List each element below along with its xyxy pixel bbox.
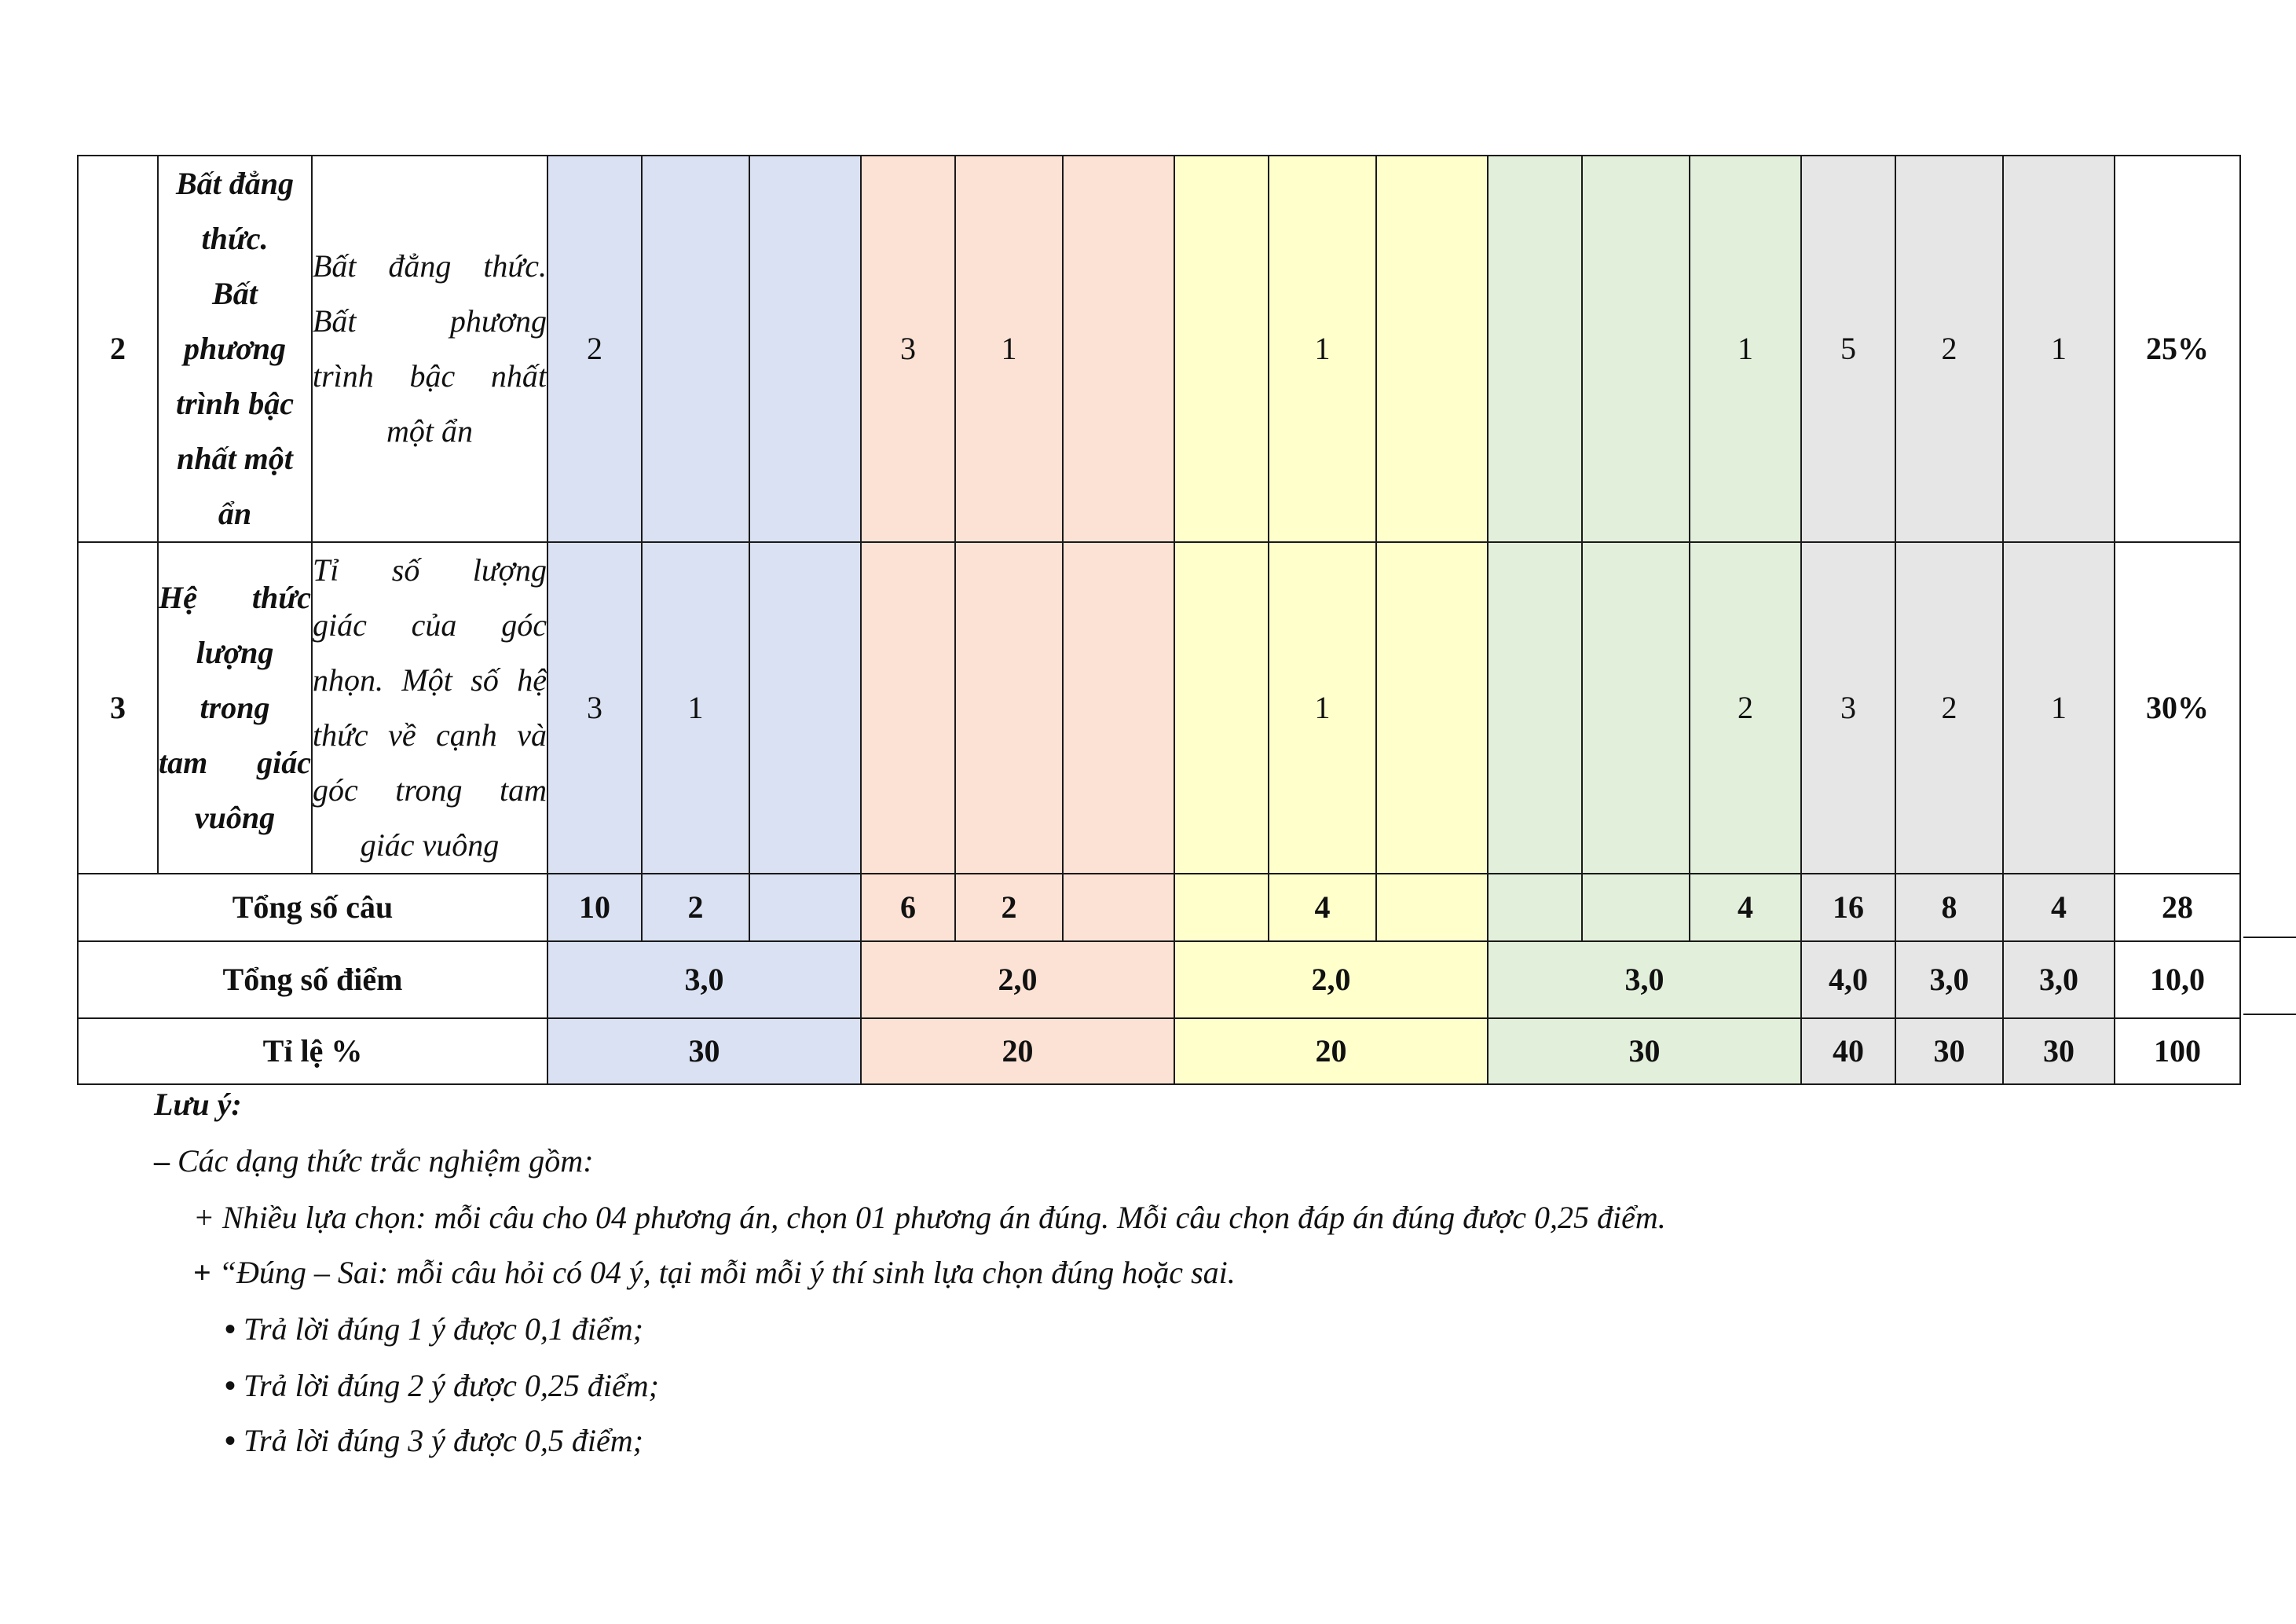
row-number: 2 xyxy=(78,156,158,542)
count-cell: 5 xyxy=(1801,156,1895,542)
total-questions-label: Tổng số câu xyxy=(78,874,547,941)
count-cell xyxy=(749,542,861,874)
row-number: 3 xyxy=(78,542,158,874)
total-count-cell: 2 xyxy=(642,874,749,941)
bullet-icon: • xyxy=(225,1311,236,1347)
ratio-group-cell: 30 xyxy=(547,1018,861,1084)
points-summary-cell: 3,0 xyxy=(2003,941,2115,1018)
content-line: góc trong tam xyxy=(313,772,547,808)
table-row xyxy=(78,156,2240,542)
total-count-cell xyxy=(1376,874,1488,941)
bullet-icon: • xyxy=(225,1368,236,1403)
count-cell xyxy=(1582,542,1690,874)
topic-line: trong xyxy=(200,690,270,725)
total-count-cell: 2 xyxy=(955,874,1063,941)
count-cell: 3 xyxy=(861,156,955,542)
count-cell xyxy=(642,156,749,542)
content-cell xyxy=(312,156,547,542)
content-line: Tỉ số lượng xyxy=(313,552,547,588)
total-count-cell: 4 xyxy=(1269,874,1376,941)
count-cell xyxy=(861,542,955,874)
ratio-group-cell: 20 xyxy=(1174,1018,1488,1084)
dash-glyph: – xyxy=(154,1143,170,1179)
total-questions-sum: 28 xyxy=(2115,874,2240,941)
plus-glyph: + xyxy=(193,1255,211,1290)
content-cell xyxy=(312,542,547,874)
bullet-icon: • xyxy=(225,1423,236,1458)
count-cell xyxy=(1174,156,1269,542)
count-cell xyxy=(749,156,861,542)
count-cell: 1 xyxy=(1269,542,1376,874)
count-cell: 1 xyxy=(2003,156,2115,542)
topic-line: vuông xyxy=(194,800,276,835)
total-count-cell: 16 xyxy=(1801,874,1895,941)
table-stub-line xyxy=(2243,937,2296,938)
count-cell xyxy=(1582,156,1690,542)
total-points-sum: 10,0 xyxy=(2115,941,2240,1018)
ratio-row xyxy=(78,1018,2240,1084)
topic-cell xyxy=(158,542,312,874)
ratio-group-cell: 30 xyxy=(1488,1018,1801,1084)
total-count-cell: 8 xyxy=(1895,874,2003,941)
count-cell: 1 xyxy=(1269,156,1376,542)
points-group-cell: 2,0 xyxy=(861,941,1174,1018)
total-count-cell xyxy=(1582,874,1690,941)
topic-cell xyxy=(158,156,312,542)
notes-text: Trả lời đúng 2 ý được 0,25 điểm; xyxy=(236,1368,659,1403)
notes-line xyxy=(193,1245,1236,1301)
notes-bullet-item xyxy=(225,1413,643,1469)
count-cell: 1 xyxy=(642,542,749,874)
count-cell: 1 xyxy=(2003,542,2115,874)
points-group-cell: 2,0 xyxy=(1174,941,1488,1018)
ratio-group-cell: 20 xyxy=(861,1018,1174,1084)
total-count-cell: 4 xyxy=(1690,874,1801,941)
content-line: giác vuông xyxy=(360,827,500,863)
notes-text: “Đúng – Sai: mỗi câu hỏi có 04 ý, tại mỗi mỗi ý thí sinh lựa chọn đúng hoặc sai. xyxy=(211,1255,1236,1290)
percent-cell: 25% xyxy=(2115,156,2240,542)
count-cell xyxy=(955,542,1063,874)
content-line: Bất phương xyxy=(313,303,547,339)
ratio-label: Tỉ lệ % xyxy=(78,1018,547,1084)
content-line: nhọn. Một số hệ xyxy=(313,662,547,698)
count-cell: 2 xyxy=(1895,542,2003,874)
topic-line: trình bậc xyxy=(175,386,295,421)
notes-text: Trả lời đúng 1 ý được 0,1 điểm; xyxy=(236,1311,643,1347)
total-count-cell xyxy=(1488,874,1582,941)
notes-line: + Nhiều lựa chọn: mỗi câu cho 04 phương án, chọn 01 phương án đúng. Mỗi câu chọn đáp án đúng được 0,25 điểm. xyxy=(193,1200,1666,1235)
total-count-cell xyxy=(749,874,861,941)
topic-line: Bất xyxy=(212,276,258,311)
notes-line xyxy=(154,1133,594,1190)
points-summary-cell: 3,0 xyxy=(1895,941,2003,1018)
assessment-matrix-table xyxy=(77,155,2241,1085)
notes-text: Trả lời đúng 3 ý được 0,5 điểm; xyxy=(236,1423,643,1458)
count-cell xyxy=(1063,156,1174,542)
content-line: giác của góc xyxy=(313,607,547,643)
count-cell: 1 xyxy=(955,156,1063,542)
points-group-cell: 3,0 xyxy=(547,941,861,1018)
count-cell: 1 xyxy=(1690,156,1801,542)
total-count-cell xyxy=(1063,874,1174,941)
count-cell xyxy=(1376,156,1488,542)
ratio-summary-cell: 30 xyxy=(2003,1018,2115,1084)
count-cell: 2 xyxy=(1895,156,2003,542)
topic-line: ẩn xyxy=(218,496,252,531)
topic-line: thức. xyxy=(201,221,269,256)
count-cell: 3 xyxy=(547,542,642,874)
total-count-cell: 10 xyxy=(547,874,642,941)
count-cell: 2 xyxy=(547,156,642,542)
topic-line: lượng xyxy=(196,635,274,670)
topic-line: phương xyxy=(184,331,286,366)
content-line: trình bậc nhất xyxy=(313,358,547,394)
points-group-cell: 3,0 xyxy=(1488,941,1801,1018)
count-cell xyxy=(1488,156,1582,542)
total-count-cell xyxy=(1174,874,1269,941)
content-line: một ẩn xyxy=(386,413,473,449)
topic-line: tam giác xyxy=(159,745,311,780)
ratio-summary-cell: 30 xyxy=(1895,1018,2003,1084)
total-points-label: Tổng số điểm xyxy=(78,941,547,1018)
count-cell: 3 xyxy=(1801,542,1895,874)
topic-line: Hệ thức xyxy=(159,580,311,615)
table-row xyxy=(78,542,2240,874)
total-questions-row xyxy=(78,874,2240,941)
content-line: thức về cạnh và xyxy=(313,717,547,753)
count-cell xyxy=(1174,542,1269,874)
topic-line: Bất đẳng xyxy=(175,166,295,201)
count-cell xyxy=(1063,542,1174,874)
ratio-summary-cell: 40 xyxy=(1801,1018,1895,1084)
count-cell: 2 xyxy=(1690,542,1801,874)
notes-bullet-item xyxy=(225,1358,659,1414)
count-cell xyxy=(1376,542,1488,874)
points-summary-cell: 4,0 xyxy=(1801,941,1895,1018)
topic-line: nhất một xyxy=(177,441,293,476)
ratio-sum: 100 xyxy=(2115,1018,2240,1084)
content-line: Bất đẳng thức. xyxy=(313,248,547,284)
total-count-cell: 4 xyxy=(2003,874,2115,941)
total-points-row xyxy=(78,941,2240,1018)
notes-bullet-item xyxy=(225,1301,643,1358)
notes-title: Lưu ý: xyxy=(154,1087,242,1122)
count-cell xyxy=(1488,542,1582,874)
total-count-cell: 6 xyxy=(861,874,955,941)
notes-text: Các dạng thức trắc nghiệm gồm: xyxy=(170,1143,594,1179)
percent-cell: 30% xyxy=(2115,542,2240,874)
table-stub-line xyxy=(2243,1014,2296,1015)
